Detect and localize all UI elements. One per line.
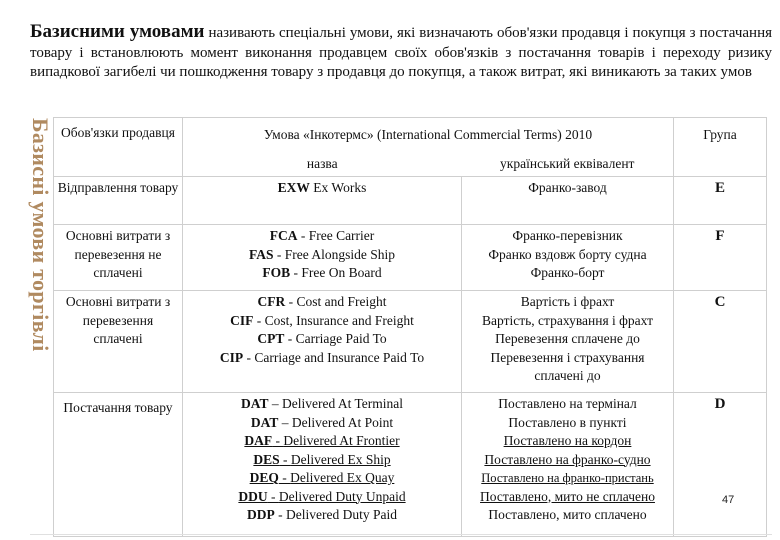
term-cell — [183, 393, 462, 537]
equivalent-line: Поставлено на франко-пристань — [481, 471, 654, 485]
table-row — [54, 177, 767, 225]
term-desc: Free Alongside Ship — [284, 246, 395, 262]
intro-lead: Базисними умовами — [30, 21, 205, 42]
term-desc: Delivered Ex Quay — [290, 470, 395, 485]
page-number: 47 — [722, 494, 735, 506]
term-sep: - — [272, 433, 284, 448]
term-desc: Delivered At Terminal — [281, 396, 404, 411]
group-cell: E — [674, 177, 767, 225]
equivalent-line: Вартість, страхування і фрахт — [482, 312, 653, 328]
term-code: DES — [253, 451, 280, 467]
equivalent-cell — [462, 225, 674, 291]
term-desc: Free Carrier — [308, 228, 375, 243]
term-code: DEQ — [249, 470, 279, 485]
term-cell — [183, 225, 462, 291]
term-cell — [183, 291, 462, 393]
term-desc: Cost and Freight — [296, 294, 387, 309]
term-code: DAT — [240, 396, 269, 411]
obligation-cell: Основні витрати з перевезення сплачені — [54, 291, 183, 393]
equivalent-line: Франко вздовж борту судна — [488, 246, 647, 262]
term-sep: - — [284, 331, 296, 346]
term-line — [186, 506, 458, 525]
term-sep: - — [278, 470, 291, 485]
term-line — [186, 395, 458, 414]
header-ukrainian: український еквівалент — [462, 147, 674, 177]
side-title: Базисні умови торгівлі — [28, 118, 53, 352]
term-desc: Free On Board — [301, 265, 382, 280]
term-code: EXW — [277, 180, 310, 195]
term-code: DAT — [250, 414, 279, 430]
term-code: DDU — [238, 488, 268, 504]
equivalent-line: Франко-перевізник — [512, 228, 623, 243]
header-row — [54, 118, 767, 147]
term-line — [186, 330, 458, 349]
equivalent-line: Поставлено на франко-судно — [484, 451, 651, 467]
equivalent-line: Франко-завод — [528, 180, 607, 195]
term-sep: – — [278, 414, 292, 430]
term-sep: - — [253, 312, 265, 328]
side-title-container — [28, 118, 53, 458]
intro-paragraph — [30, 22, 772, 83]
intro-text: називають спеціальні умови, які визначають обов'язки продавця і покупця з постачання товару і встановлюють момент виконання продавцем своїх обов'язків з постачання товарів і переходу ризику випадкової загибелі чи пошкодження товару з продавця до покупця, а також витрат, які виникають за таких умов — [30, 25, 773, 80]
equivalent-line: Поставлено на термінал — [498, 396, 637, 411]
equivalent-line: Перевезення і страхування сплачені до — [490, 349, 645, 383]
table-row — [54, 393, 767, 537]
equivalent-line: Поставлено на кордон — [503, 433, 632, 448]
term-sep: - — [290, 265, 302, 280]
term-code: FCA — [269, 228, 298, 243]
term-sep: - — [285, 294, 297, 309]
term-desc: Carriage and Insurance Paid To — [254, 349, 425, 365]
term-sep: - — [267, 488, 279, 504]
term-line — [186, 293, 458, 312]
obligation-cell: Відправлення товару — [54, 177, 183, 225]
header-name: назва — [183, 147, 462, 177]
term-desc: Delivered Duty Unpaid — [278, 488, 406, 504]
term-code: CIF — [230, 312, 254, 328]
term-line — [186, 312, 458, 331]
equivalent-line: Перевезення сплачене до — [495, 331, 640, 346]
header-obligations: Обов'язки продавця — [54, 118, 183, 177]
term-code: CFR — [257, 294, 286, 309]
term-line — [186, 488, 458, 507]
group-cell: F — [674, 225, 767, 291]
term-line — [186, 469, 458, 488]
equivalent-line: Франко-борт — [530, 265, 605, 280]
term-desc: Cost, Insurance and Freight — [264, 312, 414, 328]
incoterms-table — [53, 117, 767, 537]
term-desc: Ex Works — [313, 180, 367, 195]
term-code: DAF — [244, 433, 273, 448]
term-desc: Delivered At Point — [291, 414, 394, 430]
term-cell — [183, 177, 462, 225]
term-line — [186, 246, 458, 265]
term-code: FOB — [262, 265, 291, 280]
equivalent-line: Поставлено, мито не сплачено — [480, 488, 655, 504]
equivalent-cell — [462, 177, 674, 225]
term-sep: - — [273, 246, 285, 262]
term-desc: Delivered At Frontier — [283, 433, 400, 448]
term-line — [186, 179, 458, 198]
equivalent-cell — [462, 291, 674, 393]
term-code: CPT — [257, 331, 285, 346]
group-cell: C — [674, 291, 767, 393]
equivalent-line: Поставлено, мито сплачено — [488, 507, 647, 522]
header-group: Група — [674, 118, 767, 177]
term-line — [186, 432, 458, 451]
term-sep: - — [279, 451, 291, 467]
term-desc: Carriage Paid To — [295, 331, 387, 346]
table-row — [54, 225, 767, 291]
term-desc: Delivered Duty Paid — [286, 507, 397, 522]
bottom-divider — [30, 534, 772, 535]
equivalent-cell — [462, 393, 674, 537]
term-sep: - — [243, 349, 255, 365]
equivalent-line: Вартість і фрахт — [520, 294, 615, 309]
table-body — [54, 177, 767, 537]
term-line — [186, 414, 458, 433]
term-code: DDP — [247, 507, 275, 522]
term-code: CIP — [219, 349, 244, 365]
table-row — [54, 291, 767, 393]
header-incoterms: Умова «Інкотермс» (International Commercial Terms) 2010 — [183, 118, 674, 147]
obligation-cell: Основні витрати з перевезення не сплачені — [54, 225, 183, 291]
group-cell: D — [674, 393, 767, 537]
term-line — [186, 227, 458, 246]
term-sep: - — [274, 507, 286, 522]
term-line — [186, 451, 458, 470]
obligation-cell: Постачання товару — [54, 393, 183, 537]
term-sep: – — [268, 396, 282, 411]
term-line — [186, 349, 458, 368]
term-line — [186, 264, 458, 283]
equivalent-line: Поставлено в пункті — [508, 414, 627, 430]
term-desc: Delivered Ex Ship — [290, 451, 391, 467]
term-code: FAS — [248, 246, 274, 262]
term-sep: - — [297, 228, 309, 243]
